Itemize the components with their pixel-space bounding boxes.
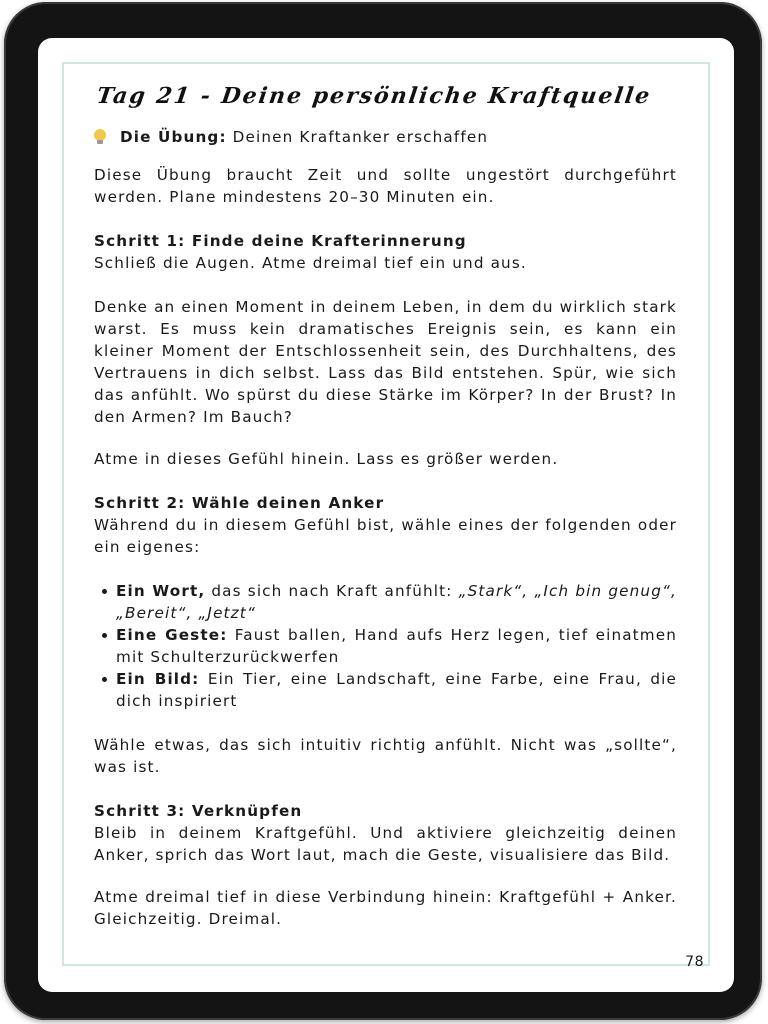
- ebook-page: [38, 38, 734, 992]
- page-content: [94, 78, 677, 930]
- step-2-heading: Schritt 2: Wähle deinen Anker: [94, 494, 385, 512]
- intro-paragraph: Diese Übung braucht Zeit und sollte ungestört durchgeführt werden. Plane mindestens 20–30 Minuten ein.: [94, 166, 677, 206]
- step-1-heading: Schritt 1: Finde deine Krafterinnerung: [94, 232, 467, 250]
- list-item: Ein Wort, das sich nach Kraft anfühlt: „Stark“, „Ich bin genug“, „Bereit“, „Jetzt“: [116, 582, 677, 622]
- step-1-line: Schließ die Augen. Atme dreimal tief ein und aus.: [94, 254, 527, 272]
- list-item: Ein Bild: Ein Tier, eine Landschaft, eine Farbe, eine Frau, die dich inspiriert: [116, 670, 677, 710]
- step-3-heading: Schritt 3: Verknüpfen: [94, 802, 303, 820]
- tablet-frame: [4, 2, 762, 1020]
- anchor-options-list: [94, 580, 677, 712]
- exercise-intro: [94, 126, 677, 148]
- page-number: 78: [685, 954, 704, 970]
- step-2-outro: Wähle etwas, das sich intuitiv richtig anfühlt. Nicht was „sollte“, was ist.: [94, 736, 677, 776]
- step-3-text: Bleib in deinem Kraftgefühl. Und aktiviere gleichzeitig deinen Anker, sprich das Wort laut, mach die Geste, visualisiere das Bild.: [94, 824, 677, 864]
- step-3-closing: Atme dreimal tief in diese Verbindung hinein: Kraftgefühl + Anker. Gleichzeitig. Dreimal.: [94, 888, 677, 928]
- step-2-intro: Während du in diesem Gefühl bist, wähle eines der folgenden oder ein eigenes:: [94, 516, 677, 556]
- page-title: Tag 21 - Deine persönliche Kraftquelle: [95, 83, 654, 109]
- step-1-paragraph: Denke an einen Moment in deinem Leben, in dem du wirklich stark warst. Es muss kein dramatisches Ereignis sein, es kann ein kleiner Moment der Entschlossenheit sein, des Durchhaltens, des Vertrauens in dich selbst. Lass das Bild entstehen. Spür, wie sich das anfühlt. Wo spürst du diese Stärke im Körper? In der Brust? In den Armen? Im Bauch?: [94, 298, 677, 426]
- exercise-text: Deinen Kraftanker erschaffen: [232, 128, 489, 146]
- lightbulb-icon: [94, 129, 106, 145]
- step-1-breath: Atme in dieses Gefühl hinein. Lass es größer werden.: [94, 450, 559, 468]
- list-item: Eine Geste: Faust ballen, Hand aufs Herz legen, tief einatmen mit Schulterzurückwerfen: [116, 626, 677, 666]
- exercise-label: Die Übung:: [120, 128, 227, 146]
